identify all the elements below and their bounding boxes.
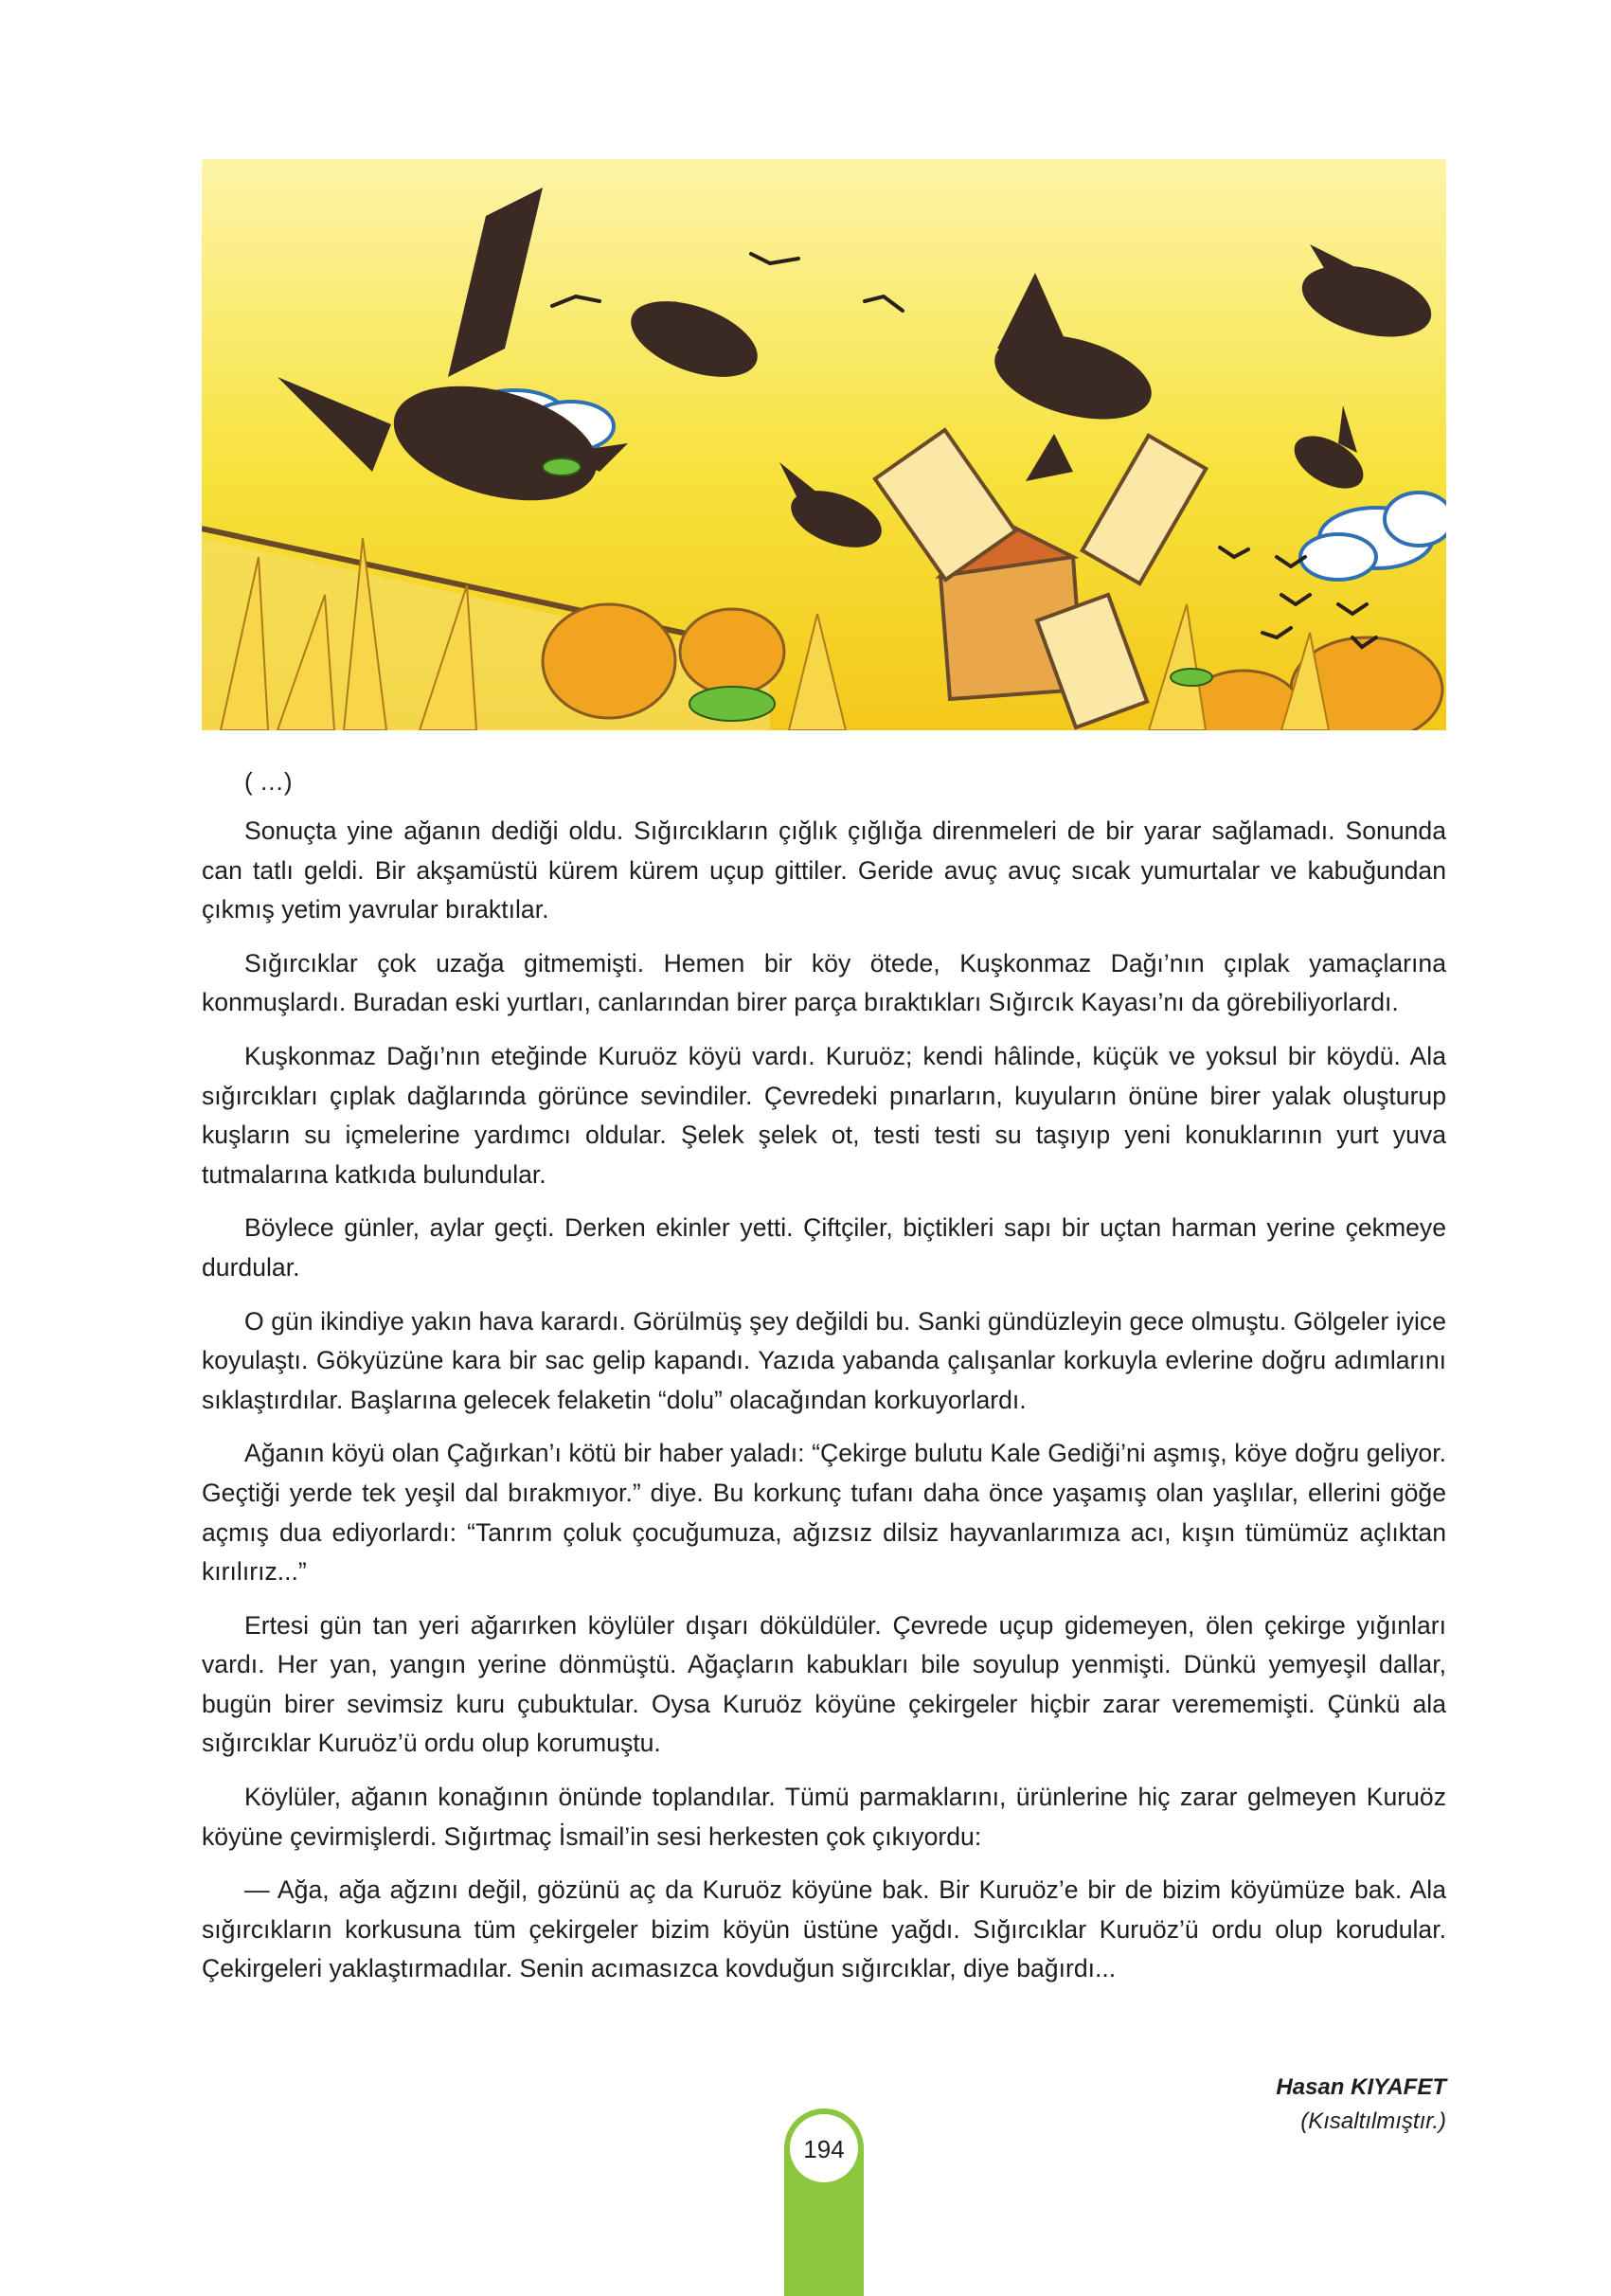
story-paragraph: Sığırcıklar çok uzağa gitmemişti. Hemen bir köy ötede, Kuşkonmaz Dağı’nın çıplak yamaçlarına konmuşlardı. Buradan eski yurtları, canlarından birer parça bıraktıkları Sığırcık Kayası’nı da görebiliyorlardı.: [202, 948, 1446, 1017]
page-number: 194: [803, 2135, 845, 2163]
story-paragraph: Kuşkonmaz Dağı’nın eteğinde Kuruöz köyü vardı. Kuruöz; kendi hâlinde, küçük ve yoksul bir köydü. Ala sığırcıkları çıplak dağlarında görünce sevindiler. Çevredeki pınarların, kuyuların önüne birer yalak oluşturup kuşların su içmelerine yardımcı oldular. Şelek şelek ot, testi testi su taşıyıp yeni konuklarının yurt yuva tutmalarına katkıda bulundular.: [202, 1041, 1446, 1189]
abridged-note: (Kısaltılmıştır.): [1300, 2108, 1446, 2134]
story-body: [202, 812, 1446, 2003]
ellipsis-marker: ( …): [244, 767, 293, 796]
story-paragraph: O gün ikindiye yakın hava karardı. Görülmüş şey değildi bu. Sanki gündüzleyin gece olmuştu. Gölgeler iyice koyulaştı. Gökyüzüne kara bir sac gelip kapandı. Yazıda yabanda çalışanlar korkuyla evlerine doğru adımlarını sıklaştırdılar. Başlarına gelecek felaketin “dolu” olacağından korkuyorlardı.: [202, 1306, 1446, 1414]
author-name: Hasan KIYAFET: [1276, 2074, 1446, 2100]
story-paragraph: Ertesi gün tan yeri ağarırken köylüler dışarı döküldüler. Çevrede uçup gidemeyen, ölen çekirge yığınları vardı. Her yan, yangın yerine dönmüştü. Ağaçların kabukları bile soyulup yenmişti. Dünkü yemyeşil dallar, bugün birer sevimsiz kuru çubuktular. Oysa Kuruöz köyüne çekirgeler hiçbir zarar verememişti. Çünkü ala sığırcıklar Kuruöz’ü ordu olup korumuştu.: [202, 1610, 1446, 1758]
story-paragraph: Ağanın köyü olan Çağırkan’ı kötü bir haber yaladı: “Çekirge bulutu Kale Gediği’ni aşmış, köye doğru geliyor. Geçtiği yerde tek yeşil dal bırakmıyor.” diye. Bu korkunç tufanı daha önce yaşamış olan yaşlılar, ellerini göğe açmış dua ediyorlardı: “Tanrım çoluk çocuğumuza, ağızsız dilsiz hayvanlarımıza acı, kışın tümümüz açlıktan kırılırız...”: [202, 1439, 1446, 1587]
story-illustration: [202, 159, 1446, 730]
story-paragraph: Sonuçta yine ağanın dediği oldu. Sığırcıkların çığlık çığlığa direnmeleri de bir yarar sağlamadı. Sonunda can tatlı geldi. Bir akşamüstü kürem kürem uçup gittiler. Geride avuç avuç sıcak yumurtalar ve kabuğundan çıkmış yetim yavrular bıraktılar.: [202, 816, 1446, 924]
author-attribution: [1276, 2071, 1446, 2139]
story-paragraph: Köylüler, ağanın konağının önünde toplandılar. Tümü parmaklarını, ürünlerine hiç zarar gelmeyen Kuruöz köyüne çevirmişlerdi. Sığırtmaç İsmail’in sesi herkesten çok çıkıyordu:: [202, 1783, 1446, 1851]
story-paragraph: — Ağa, ağa ağzını değil, gözünü aç da Kuruöz köyüne bak. Bir Kuruöz’e bir de bizim köyümüze bak. Ala sığırcıkların korkusuna tüm çekirgeler bizim köyün üstüne yağdı. Sığırcıklar Kuruöz’ü ordu olup korudular. Çekirgeleri yaklaştırmadılar. Senin acımasızca kovduğun sığırcıklar, diye bağırdı...: [202, 1875, 1446, 1983]
story-paragraph: Böylece günler, aylar geçti. Derken ekinler yetti. Çiftçiler, biçtikleri sapı bir uçtan harman yerine çekmeye durdular.: [202, 1213, 1446, 1282]
